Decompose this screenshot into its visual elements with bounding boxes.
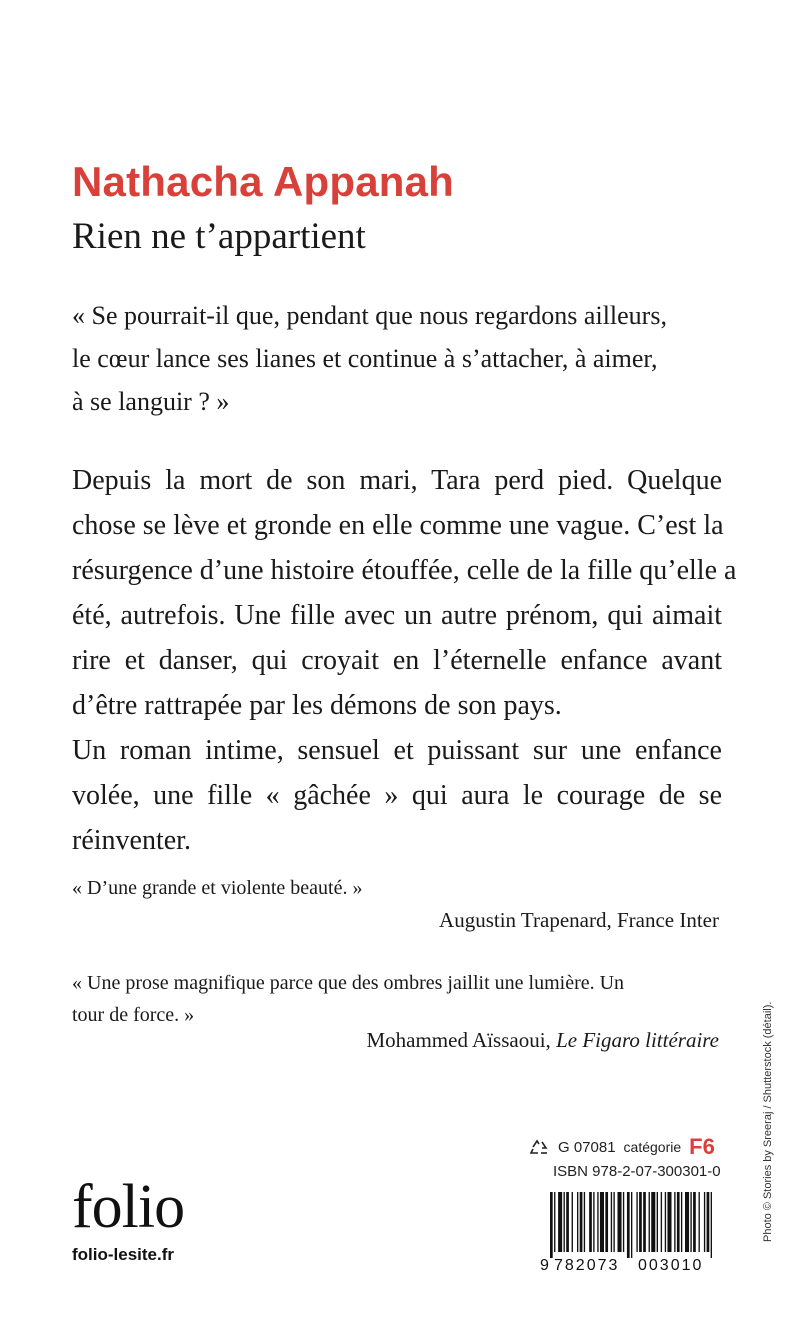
folio-logo: folio [72,1173,185,1241]
barcode-bar [564,1192,565,1252]
product-code: G 07081 [558,1138,616,1156]
review-source-name: Mohammed Aïssaoui, [366,1028,557,1052]
barcode-bar [554,1192,555,1252]
epigraph-line: à se languir ? » [72,387,230,416]
barcode-digit-lead: 9 [540,1257,549,1272]
blurb-line: d’être rattrapée par les démons de son pays. [72,690,562,721]
blurb-line: réinventer. [72,825,191,856]
barcode-bar [657,1192,658,1252]
barcode-bar [577,1192,578,1252]
barcode-bar [677,1192,680,1252]
barcode-bar [639,1192,642,1252]
barcode-bar [636,1192,637,1252]
barcode-bar [707,1192,710,1252]
barcode-bar [627,1192,630,1258]
review-source: Augustin Trapenard, France Inter [439,908,719,932]
barcode-bar [623,1192,624,1252]
barcode [538,1192,720,1272]
barcode-bar [704,1192,705,1252]
barcode-bar [613,1192,614,1252]
review-quote-line: tour de force. » [72,1004,195,1026]
photo-credit: Photo © Stories by Sreeraj / Shutterstock (détail). [762,1001,774,1242]
product-code-row [528,1134,715,1160]
barcode-bar [711,1192,712,1258]
blurb-line: Depuis la mort de son mari, Tara perd pied. Quelque [72,465,722,496]
barcode-bar [685,1192,689,1252]
barcode-bar [618,1192,622,1252]
barcode-bar [580,1192,583,1252]
barcode-digits-left: 782073 [554,1257,620,1272]
barcode-bar [550,1192,553,1258]
blurb-line: été, autrefois. Une fille avec un autre prénom, qui aimait [72,600,722,631]
barcode-bar [643,1192,646,1252]
barcode-bar [589,1192,592,1252]
blurb-line: rire et danser, qui croyait en l’éternelle enfance avant [72,645,722,676]
barcode-bar [651,1192,655,1252]
barcode-bar [674,1192,675,1252]
barcode-bar [566,1192,569,1252]
book-title: Rien ne t’appartient [72,216,366,257]
category-badge: F6 [689,1134,715,1159]
barcode-bar [661,1192,662,1252]
isbn: ISBN 978-2-07-300301-0 [553,1163,721,1180]
barcode-bars [550,1192,712,1258]
blurb-line: chose se lève et gronde en elle comme une vague. C’est la [72,510,724,541]
barcode-bar [584,1192,585,1252]
review-quote-line: « Une prose magnifique parce que des ombres jaillit une lumière. Un [72,972,625,994]
barcode-bar [593,1192,594,1252]
barcode-bar [693,1192,696,1252]
blurb [72,458,737,863]
barcode-bar [699,1192,700,1252]
barcode-digits-right: 003010 [638,1257,704,1272]
epigraph-line: le cœur lance ses lianes et continue à s’attacher, à aimer, [72,344,658,373]
publisher-website: folio-lesite.fr [72,1245,175,1264]
barcode-bar [665,1192,666,1252]
epigraph-line: « Se pourrait-il que, pendant que nous regardons ailleurs, [72,301,667,330]
recycle-icon [528,1138,550,1156]
review-source-publication: Le Figaro littéraire [556,1028,719,1052]
barcode-bar [631,1192,632,1258]
barcode-bar [558,1192,562,1252]
barcode-bar [681,1192,682,1252]
barcode-bar [597,1192,598,1252]
barcode-bar [611,1192,612,1252]
author-name: Nathacha Appanah [72,158,455,205]
epigraph [72,294,732,423]
blurb-line: volée, une fille « gâchée » qui aura le courage de se [72,780,722,811]
barcode-bar [690,1192,691,1252]
barcode-bar [600,1192,604,1252]
barcode-bar [667,1192,671,1252]
barcode-bar [605,1192,608,1252]
barcode-bar [572,1192,573,1252]
blurb-line: Un roman intime, sensuel et puissant sur une enfance [72,735,722,766]
review-source [366,1028,719,1053]
blurb-line: résurgence d’une histoire étouffée, celle de la fille qu’elle a [72,555,737,586]
review-quote: « D’une grande et violente beauté. » [72,877,363,899]
category-label: catégorie [623,1139,682,1155]
barcode-bar [649,1192,650,1252]
review-quote [72,967,722,1031]
